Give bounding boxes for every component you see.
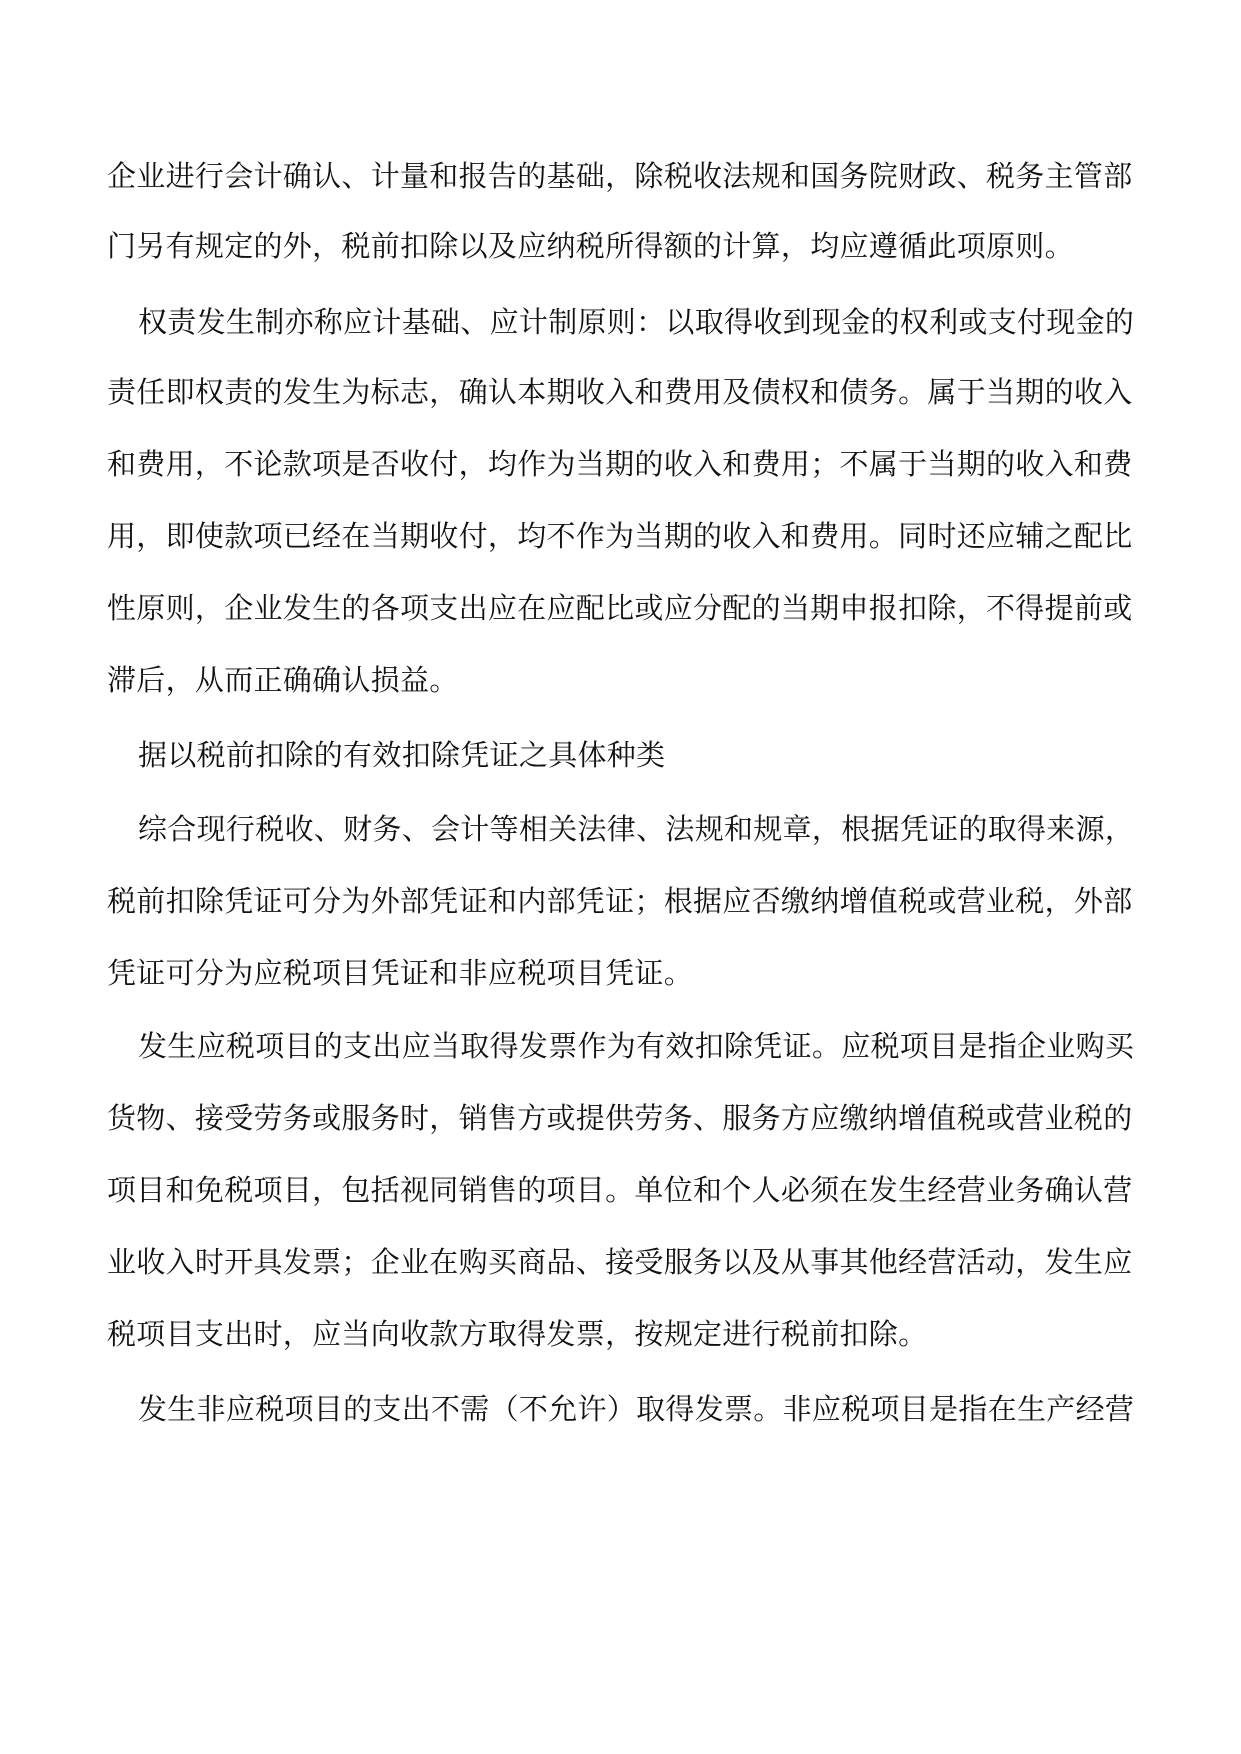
text-line: 权责发生制亦称应计基础、应计制原则：以取得收到现金的权利或支付现金的 — [138, 305, 1135, 339]
section-heading: 据以税前扣除的有效扣除凭证之具体种类 — [138, 738, 666, 772]
text-line: 用，即使款项已经在当期收付，均不作为当期的收入和费用。同时还应辅之配比 — [107, 519, 1133, 553]
text-line: 企业进行会计确认、计量和报告的基础，除税收法规和国务院财政、税务主管部 — [107, 159, 1133, 193]
text-line: 发生应税项目的支出应当取得发票作为有效扣除凭证。应税项目是指企业购买 — [138, 1029, 1135, 1063]
text-line: 责任即权责的发生为标志，确认本期收入和费用及债权和债务。属于当期的收入 — [107, 375, 1133, 409]
text-line: 项目和免税项目，包括视同销售的项目。单位和个人必须在发生经营业务确认营 — [107, 1173, 1133, 1207]
text-line: 发生非应税项目的支出不需（不允许）取得发票。非应税项目是指在生产经营 — [138, 1392, 1135, 1426]
text-line: 滞后，从而正确确认损益。 — [107, 663, 459, 697]
text-line: 业收入时开具发票；企业在购买商品、接受服务以及从事其他经营活动，发生应 — [107, 1245, 1133, 1279]
text-line: 性原则，企业发生的各项支出应在应配比或应分配的当期申报扣除，不得提前或 — [107, 591, 1133, 625]
text-line: 凭证可分为应税项目凭证和非应税项目凭证。 — [107, 956, 694, 990]
text-line: 综合现行税收、财务、会计等相关法律、法规和规章，根据凭证的取得来源， — [138, 812, 1135, 846]
text-line: 和费用，不论款项是否收付，均作为当期的收入和费用；不属于当期的收入和费 — [107, 447, 1133, 481]
text-line: 门另有规定的外，税前扣除以及应纳税所得额的计算，均应遵循此项原则。 — [107, 229, 1074, 263]
text-line: 货物、接受劳务或服务时，销售方或提供劳务、服务方应缴纳增值税或营业税的 — [107, 1101, 1133, 1135]
text-line: 税前扣除凭证可分为外部凭证和内部凭证；根据应否缴纳增值税或营业税，外部 — [107, 884, 1133, 918]
text-line: 税项目支出时，应当向收款方取得发票，按规定进行税前扣除。 — [107, 1317, 928, 1351]
